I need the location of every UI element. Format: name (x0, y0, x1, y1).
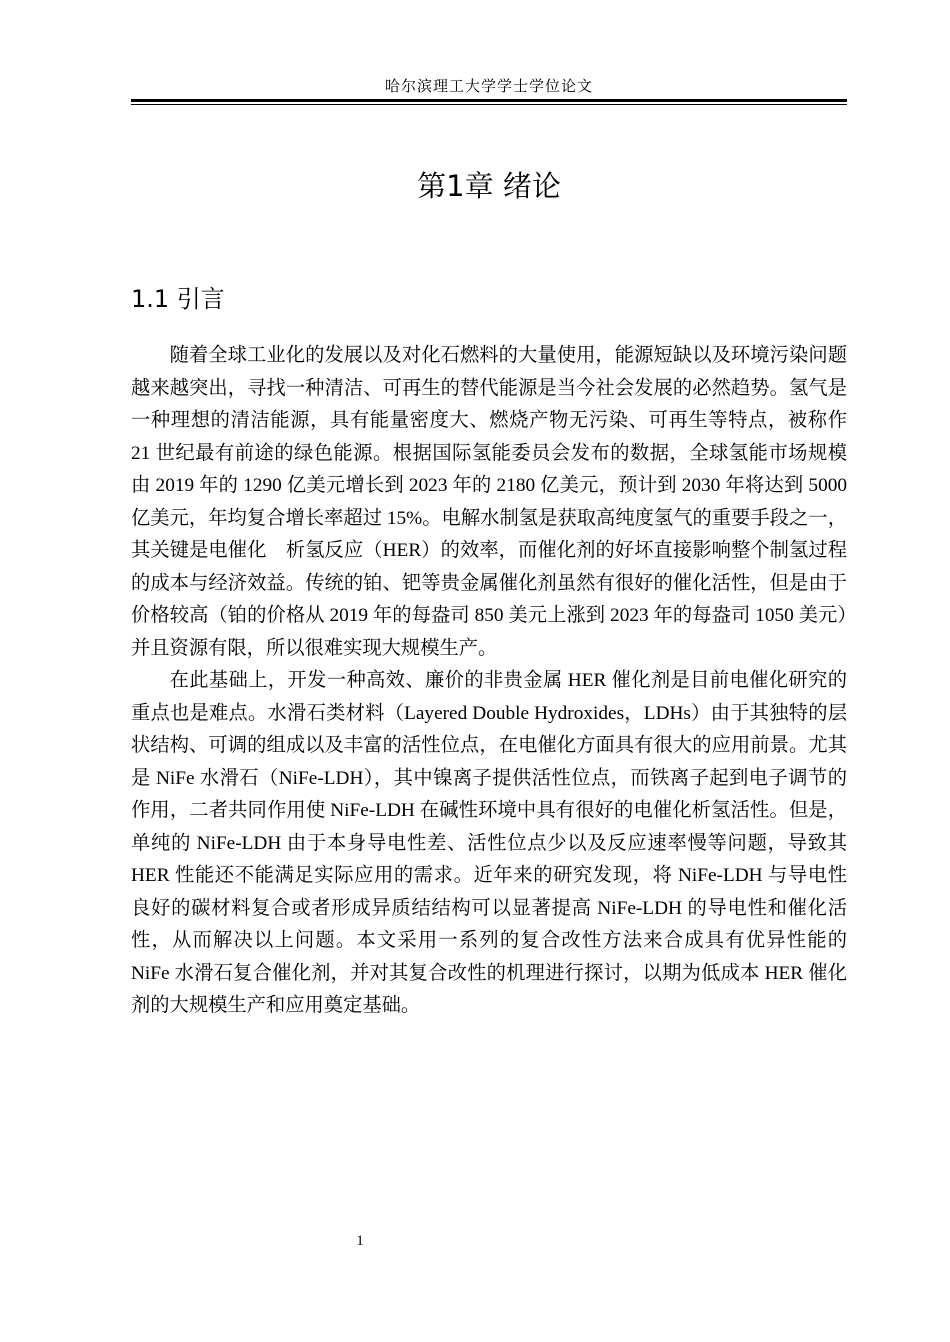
paragraph-2: 在此基础上，开发一种高效、廉价的非贵金属 HER 催化剂是目前电催化研究的重点也是难点。水滑石类材料（Layered Double Hydroxides，LDHs）由于其独特的层状结构、可调的组成以及丰富的活性位点，在电催化方面具有很大的应用前景。尤其是 NiFe 水滑石（NiFe-LDH），其中镍离子提供活性位点，而铁离子起到电子调节的作用，二者共同作用使 NiFe-LDH 在碱性环境中具有很好的电催化析氢活性。但是，单纯的 NiFe-LDH 由于本身导电性差、活性位点少以及反应速率慢等问题，导致其 HER 性能还不能满足实际应用的需求。近年来的研究发现，将 NiFe-LDH 与导电性良好的碳材料复合或者形成异质结结构可以显著提高 NiFe-LDH 的导电性和催化活性，从而解决以上问题。本文采用一系列的复合改性方法来合成具有优异性能的 NiFe 水滑石复合催化剂，并对其复合改性的机理进行探讨，以期为低成本 HER 催化剂的大规模生产和应用奠定基础。 (131, 670, 847, 1016)
running-header: 哈尔滨理工大学学士学位论文 (384, 79, 593, 95)
header-rule-thick (131, 99, 847, 102)
chapter-title: 第1章 绪论 (417, 169, 561, 203)
paragraph-1: 随着全球工业化的发展以及对化石燃料的大量使用，能源短缺以及环境污染问题越来越突出，寻找一种清洁、可再生的替代能源是当今社会发展的必然趋势。氢气是一种理想的清洁能源，具有能量密度大、燃烧产物无污染、可再生等特点，被称作 21 世纪最有前途的绿色能源。根据国际氢能委员会发布的数据，全球氢能市场规模由 2019 年的 1290 亿美元增长到 2023 年的 2180 亿美元，预计到 2030 年将达到 5000 亿美元，年均复合增长率超过 15%。电解水制氢是获取高纯度氢气的重要手段之一，其关键是电催化 析氢反应（HER）的效率，而催化剂的好坏直接影响整个制氢过程的成本与经济效益。传统的铂、钯等贵金属催化剂虽然有很好的催化活性，但是由于价格较高（铂的价格从 2019 年的每盎司 850 美元上涨到 2023 年的每盎司 1050 美元）并且资源有限，所以很难实现大规模生产。 (131, 345, 847, 659)
page-number: 1 (356, 1233, 364, 1249)
body-text (131, 340, 847, 1023)
header-rule-thin (131, 104, 847, 105)
section-title: 1.1 引言 (131, 285, 225, 313)
